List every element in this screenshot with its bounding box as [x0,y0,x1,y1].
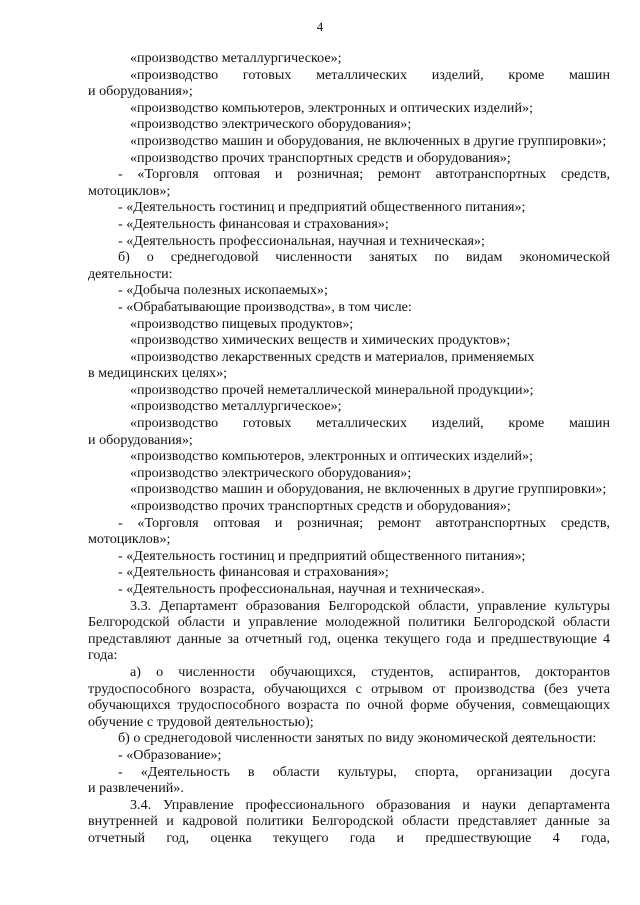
text-line: «производство прочих транспортных средств и оборудования»; [130,149,511,166]
text-line: и развлечений». [88,780,184,797]
text-line: - «Добыча полезных ископаемых»; [118,282,328,299]
text-line: деятельности: [88,265,173,282]
text-line: «производство компьютеров, электронных и оптических изделий»; [130,448,533,465]
text-line: «производство прочих транспортных средств и оборудования»; [130,498,511,515]
text-line: - «Деятельность финансовая и страхования»; [118,215,389,232]
document-body [88,50,610,847]
text-line: «производство химических веществ и химических продуктов»; [130,332,511,349]
text-line: б) о среднегодовой численности занятых по видам экономической [118,249,610,266]
text-line: «производство электрического оборудования»; [130,464,412,481]
text-line: - «Деятельность гостиниц и предприятий общественного питания»; [118,199,526,216]
text-line: «производство машин и оборудования, не включенных в другие группировки»; [130,132,607,149]
text-line: «производство готовых металлических изделий, кроме машин [130,66,610,83]
text-line: «производство лекарственных средств и материалов, применяемых [130,348,535,365]
text-line: - «Образование»; [118,746,222,763]
text-line: «производство машин и оборудования, не включенных в другие группировки»; [130,481,607,498]
text-line: - «Деятельность гостиниц и предприятий общественного питания»; [118,547,526,564]
text-line: 3.4. Управление профессионального образования и науки департамента внутренней и кадровой политики Белгородской области представляет данные за отчетный год, оценка текущего года и предшествующие 4 года, [88,796,610,846]
text-line: - «Деятельность профессиональная, научная и техническая»; [118,232,485,249]
text-line: 3.3. Департамент образования Белгородской области, управление культуры Белгородской области и управление молодежной политики Белгородской области представляют данные за отчетный год, оценка текущего года и предшествующие 4 года: [88,597,610,664]
text-line: - «Деятельность финансовая и страхования»; [118,564,389,581]
text-line: в медицинских целях»; [88,365,228,382]
text-line: - «Обрабатывающие производства», в том числе: [118,298,412,315]
text-line: «производство металлургическое»; [130,398,342,415]
text-line: «производство электрического оборудования»; [130,116,412,133]
text-line: «производство пищевых продуктов»; [130,315,354,332]
text-line: «производство компьютеров, электронных и оптических изделий»; [130,99,533,116]
text-line: и оборудования»; [88,431,193,448]
text-line: и оборудования»; [88,83,193,100]
text-line: мотоциклов»; [88,182,171,199]
text-line: - «Торговля оптовая и розничная; ремонт автотранспортных средств, [118,514,610,531]
text-line: мотоциклов»; [88,531,171,548]
text-line: - «Деятельность профессиональная, научная и техническая». [118,581,485,597]
text-line: - «Деятельность в области культуры, спорта, организации досуга [118,763,610,780]
text-line: «производство готовых металлических изделий, кроме машин [130,415,610,432]
page-number: 4 [316,19,324,34]
text-line: б) о среднегодовой численности занятых по виду экономической деятельности: [118,730,597,747]
text-line: - «Торговля оптовая и розничная; ремонт автотранспортных средств, [118,166,610,183]
text-line: «производство металлургическое»; [130,50,342,66]
text-line: а) о численности обучающихся, студентов, аспирантов, докторантов трудоспособного возраста, обучающихся с отрывом от производства (без учета обучающихся трудоспособного возраста по очной форме обучения, совмещающих обучение с трудовой деятельностью); [88,663,610,730]
text-line: «производство прочей неметаллической минеральной продукции»; [130,381,534,398]
